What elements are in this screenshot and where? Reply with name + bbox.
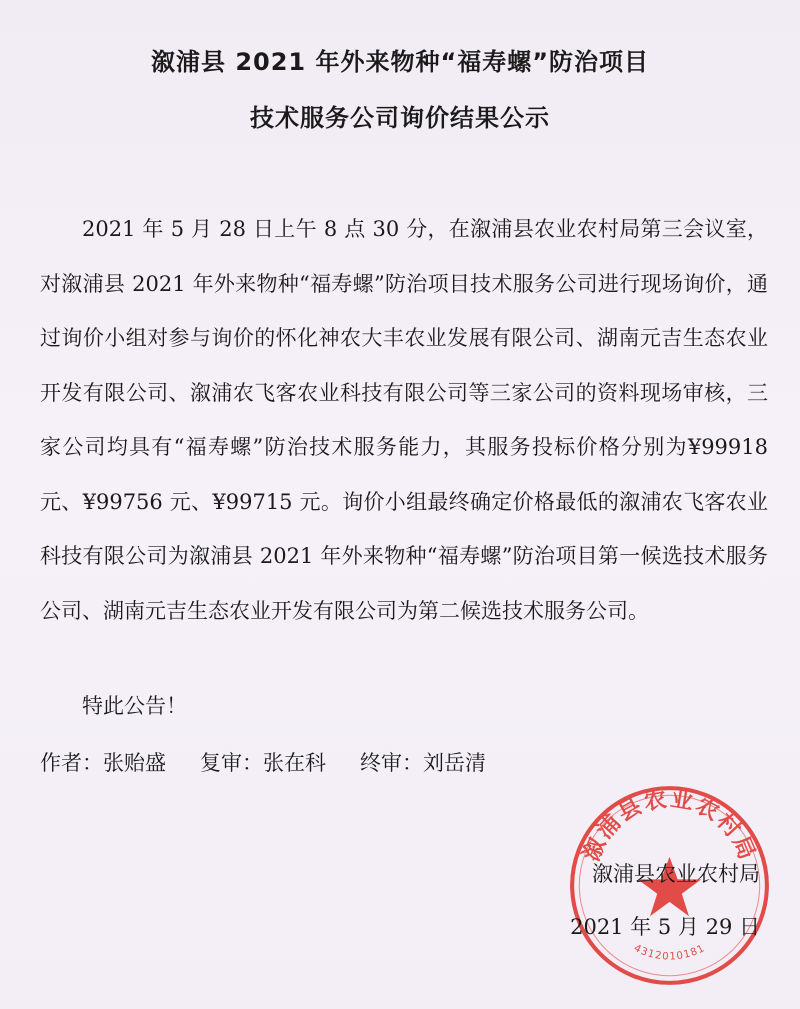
notice-text: 特此公告！ bbox=[82, 694, 187, 718]
author-name: 作者：张贻盛 bbox=[40, 751, 166, 775]
seal-code: 4312010181 bbox=[631, 942, 708, 963]
reviewer-name: 复审：张在科 bbox=[200, 751, 326, 775]
seal-text: 溆浦县农业农村局 bbox=[578, 785, 761, 866]
final-reviewer-name: 终审：刘岳清 bbox=[360, 751, 486, 775]
document-title-line-2: 技术服务公司询价结果公示 bbox=[250, 104, 550, 132]
signing-organization: 溆浦县农业农村局 bbox=[592, 862, 760, 886]
signing-date: 2021 年 5 月 29 日 bbox=[570, 915, 760, 939]
author-line bbox=[40, 747, 486, 777]
document-title-line-1: 溆浦县 2021 年外来物种“福寿螺”防治项目 bbox=[150, 48, 650, 76]
body-paragraph: 2021 年 5 月 28 日上午 8 点 30 分，在溆浦县农业农村局第三会议室，对溆浦县 2021 年外来物种“福寿螺”防治项目技术服务公司进行现场询价，通过询价小组对参与询价的怀化神农大丰农业发展有限公司、湖南元吉生态农业开发有限公司、溆浦农飞客农业科技有限公司等三家公司的资料现场审核，三家公司均具有“福寿螺”防治技术服务能力，其服务投标价格分别为¥99918 元、¥99756 元、¥99715 元。询价小组最终确定价格最低的溆浦农飞客农业科技有限公司为溆浦县 2021 年外来物种“福寿螺”防治项目第一候选技术服务公司、湖南元吉生态农业开发有限公司为第二候选技术服务公司。 bbox=[40, 217, 768, 623]
